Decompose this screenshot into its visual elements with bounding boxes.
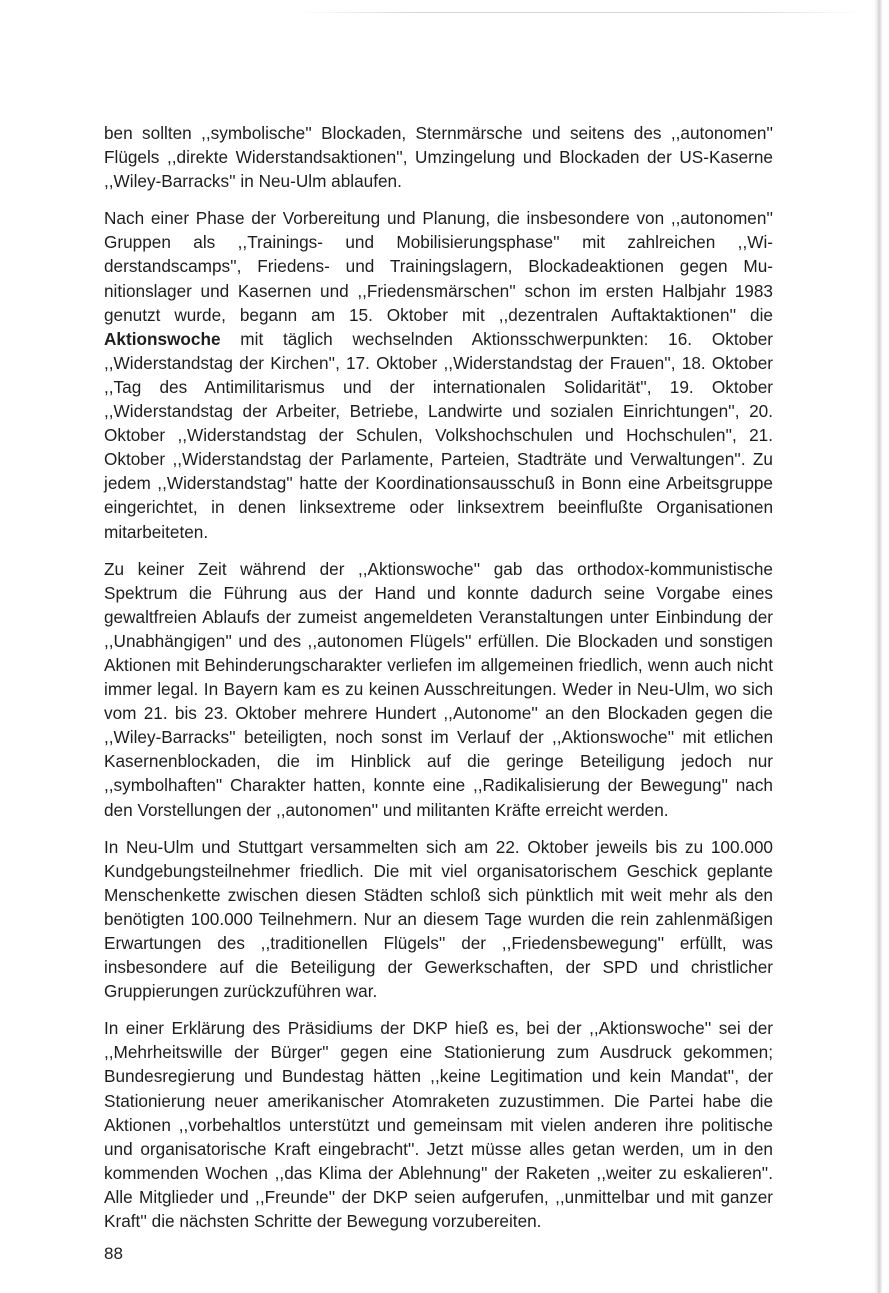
paragraph-2-before: Nach einer Phase der Vorbereitung und Planung, die insbesondere von ,,autonomen'' Gruppen als ,,Trainings- und Mobilisierungsphase'' mit zahlreichen ,,Widerstandscamps'', Friedens- und Trainingslagern, Blockadeaktionen gegen Munitionslager und Kasernen und ,,Friedensmärschen'' schon im ersten Halbjahr 1983 genutzt wurde, begann am 15. Oktober mit ,,dezentralen Auftaktaktionen'' die	[104, 208, 773, 325]
paragraph-1: ben sollten ,,symbolische'' Blockaden, Sternmärsche und seitens des ,,autonomen'' Flügels ,,direkte Widerstandsaktionen'', Umzingelung und Blockaden der US-Kaserne ,,Wiley-Barracks'' in Neu-Ulm ablaufen.	[104, 123, 773, 192]
body-text	[104, 121, 773, 1246]
paragraph-4: In Neu-Ulm und Stuttgart versammelten sich am 22. Oktober jeweils bis zu 100.000 Kundgebungsteilnehmer friedlich. Die mit viel organisatorischem Geschick geplante Menschenkette zwischen diesen Städten schloß sich pünktlich mit weit mehr als den benötigten 100.000 Teilnehmern. Nur an diesem Tage wurden die rein zahlenmäßigen Erwartungen des ,,traditionellen Flügels'' der ,,Friedensbewegung'' erfüllt, was insbesondere auf die Beteiligung der Gewerkschaften, der SPD und christlicher Gruppierungen zurückzuführen war.	[104, 836, 773, 1002]
page-number: 88	[104, 1244, 123, 1263]
paragraph-5: In einer Erklärung des Präsidiums der DKP hieß es, bei der ,,Aktionswoche'' sei der ,,Mehrheitswille der Bürger'' gegen eine Stationierung zum Ausdruck gekommen; Bundesregierung und Bundestag hätten ,,keine Legitimation und kein Mandat'', der Stationierung neuer amerikanischer Atomraketen zuzustimmen. Die Partei habe die Aktionen ,,vorbehaltlos unterstützt und gemeinsam mit vielen anderen ihre politische und organisatorische Kraft eingebracht''. Jetzt müsse alles getan werden, um in den kommenden Wochen ,,das Klima der Ablehnung'' der Raketen ,,weiter zu eskalieren''. Alle Mitglieder und ,,Freunde'' der DKP seien aufgerufen, ,,unmittelbar und mit ganzer Kraft'' die nächsten Schritte der Bewegung vorzubereiten.	[104, 1018, 773, 1232]
paragraph-3: Zu keiner Zeit während der ,,Aktionswoche'' gab das orthodox-kommunistische Spektrum die Führung aus der Hand und konnte dadurch seine Vorgabe eines gewaltfreien Ablaufs der zumeist angemeldeten Veranstaltungen unter Einbindung der ,,Unabhängigen'' und des ,,autonomen Flügels'' erfüllen. Die Blockaden und sonstigen Aktionen mit Behinderungscharakter verliefen im allgemeinen friedlich, wenn auch nicht immer legal. In Bayern kam es zu keinen Ausschreitungen. Weder in Neu-Ulm, wo sich vom 21. bis 23. Oktober mehrere Hundert ,,Autonome'' an den Blockaden gegen die ,,Wiley-Barracks'' beteiligten, noch sonst im Verlauf der ,,Aktionswoche'' mit etlichen Kasernenblockaden, die im Hinblick auf die geringe Beteiligung jedoch nur ,,symbolhaften'' Charakter hatten, konnte eine ,,Radikalisierung der Bewegung'' nach den Vorstellungen der ,,autonomen'' und militanten Kräfte erreicht werden.	[104, 558, 773, 820]
scan-edge-line	[300, 12, 860, 13]
paragraph-2	[104, 206, 773, 543]
paragraph-2-after: mit täglich wechselnden Aktionsschwerpunkten: 16. Oktober ,,Widerstandstag der Kirchen'', 17. Oktober ,,Widerstandstag der Frauen'', 18. Oktober ,,Tag des Antimilitarismus und der internationalen Solidarität'', 19. Oktober ,,Widerstandstag der Arbeiter, Betriebe, Landwirte und sozialen Einrichtungen'', 20. Oktober ,,Widerstandstag der Schulen, Volkshochschulen und Hochschulen'', 21. Oktober ,,Widerstandstag der Parlamente, Parteien, Stadträte und Verwaltungen''. Zu jedem ,,Widerstandstag'' hatte der Koordinationsausschuß in Bonn eine Arbeitsgruppe eingerichtet, in denen linksextreme oder linksextrem beeinflußte Organisationen mitarbeiteten.	[104, 328, 773, 542]
bold-term-aktionswoche: Aktionswoche	[104, 328, 221, 349]
page-edge-shadow	[874, 0, 882, 1293]
